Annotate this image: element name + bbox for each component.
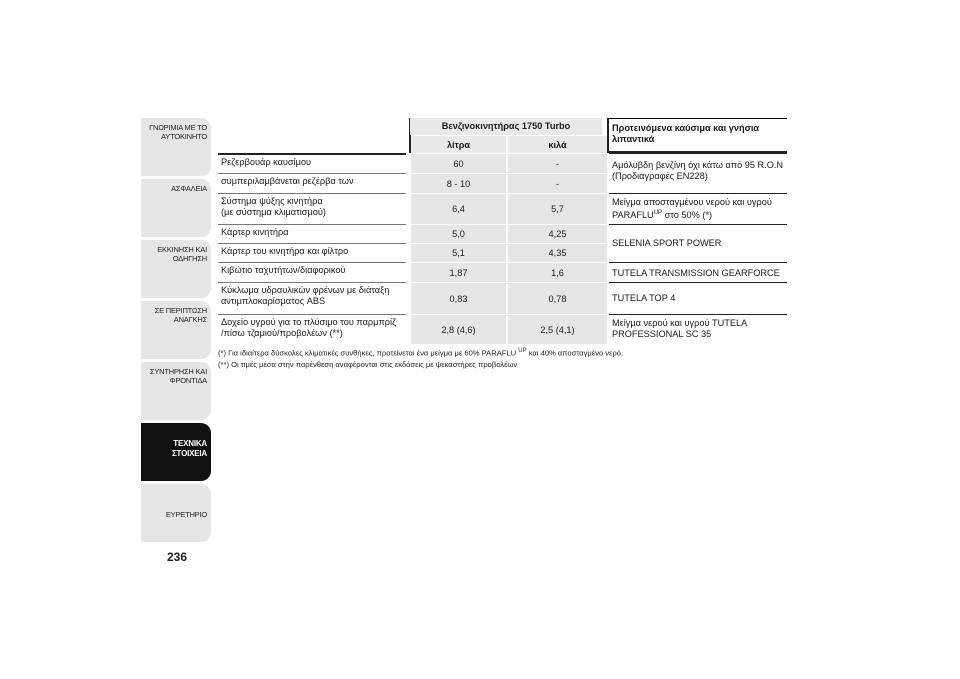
row-kg: 1,6 [508, 262, 607, 282]
row-label: Ρεζερβουάρ καυσίμου [218, 153, 406, 173]
rec-coolant-text: Μείγμα αποσταγμένου νερού και υγρού PARAFLU [612, 197, 772, 221]
unit-litres-header: λίτρα [411, 135, 506, 154]
rec-washer: Μείγμα νερού και υγρού TUTELA PROFESSIONAL SC 35 [609, 314, 787, 344]
row-litres: 6,4 [411, 193, 506, 224]
rec-coolant-sup: UP [653, 210, 663, 216]
row-label: Σύστημα ψύξης κινητήρα (με σύστημα κλιματισμού) [218, 193, 406, 224]
row-label: συμπεριλαμβάνεται ρεζέρβα των [218, 173, 406, 193]
row-kg: 5,7 [508, 193, 607, 224]
row-litres: 8 - 10 [411, 173, 506, 193]
rec-brake: TUTELA TOP 4 [609, 282, 787, 314]
row-kg: 2,5 (4,1) [508, 314, 607, 344]
row-kg: 0,78 [508, 282, 607, 314]
row-litres: 5,0 [411, 224, 506, 243]
tab-emergency[interactable]: ΣΕ ΠΕΡΙΠΤΩΣΗ ΑΝΑΓΚΗΣ [141, 301, 211, 359]
tab-technical-data[interactable]: ΤΕΧΝΙΚΑ ΣΤΟΙΧΕΙΑ [141, 423, 211, 481]
footnote-1 [218, 346, 623, 359]
row-litres: 1,87 [411, 262, 506, 282]
tab-getting-to-know[interactable]: ΓΝΩΡΙΜΙΑ ΜΕ ΤΟ ΑΥΤΟΚΙΝΗΤΟ [141, 118, 211, 176]
rec-gearbox: TUTELA TRANSMISSION GEARFORCE [609, 262, 787, 282]
tab-safety[interactable]: ΑΣΦΑΛΕΙΑ [141, 179, 211, 237]
row-label: Δοχείο υγρού για το πλύσιμο του παρμπρίζ /πίσω τζαμιού/προβολέων (**) [218, 314, 406, 344]
row-kg: 4,35 [508, 243, 607, 262]
engine-header: Βενζινοκινητήρας 1750 Turbo [410, 118, 602, 135]
footnote-1-sup: UP [518, 348, 527, 354]
footnote-2: (**) Οι τιμές μέσα στην παρένθεση αναφέρονται στις εκδόσεις με ψεκαστήρες προβολέων [218, 359, 518, 369]
row-litres: 60 [411, 153, 506, 173]
rec-fuel: Αμόλυβδη βενζίνη όχι κάτω από 95 R.O.N (Προδιαγραφές EN228) [609, 153, 787, 193]
row-litres: 0,83 [411, 282, 506, 314]
row-kg: 4,25 [508, 224, 607, 243]
row-litres: 2,8 (4,6) [411, 314, 506, 344]
footnote-1-suffix: και 40% αποσταγμένο νερό. [526, 348, 624, 358]
rec-coolant [609, 193, 787, 224]
unit-kg-header: κιλά [508, 135, 607, 154]
tab-index[interactable]: ΕΥΡΕΤΗΡΙΟ [141, 484, 211, 542]
row-kg: - [508, 173, 607, 193]
row-kg: - [508, 153, 607, 173]
tab-maintenance[interactable]: ΣΥΝΤΗΡΗΣΗ ΚΑΙ ΦΡΟΝΤΙΔΑ [141, 362, 211, 420]
row-label: Κιβώτιο ταχυτήτων/διαφορικού [218, 262, 406, 282]
row-label: Κάρτερ κινητήρα [218, 224, 406, 243]
footnote-1-text: (*) Για ιδιαίτερα δύσκολες κλιματικές συνθήκες, προτείνεται ένα μείγμα με 60% PARAFLU [218, 348, 519, 358]
row-label: Κύκλωμα υδραυλικών φρένων με διάταξη αντιμπλοκαρίσματος ABS [218, 282, 406, 314]
recommended-header: Προτεινόμενα καύσιμα και γνήσια λιπαντικά [609, 118, 787, 153]
row-label: Κάρτερ του κινητήρα και φίλτρο [218, 243, 406, 262]
row-litres: 5,1 [411, 243, 506, 262]
rec-engine-oil: SELENIA SPORT POWER [609, 224, 787, 262]
footnotes [218, 346, 623, 370]
rec-coolant-suffix: στο 50% (*) [662, 210, 713, 221]
page-number: 236 [167, 550, 188, 564]
tab-starting-driving[interactable]: ΕΚΚΙΝΗΣΗ ΚΑΙ ΟΔΗΓΗΣΗ [141, 240, 211, 298]
